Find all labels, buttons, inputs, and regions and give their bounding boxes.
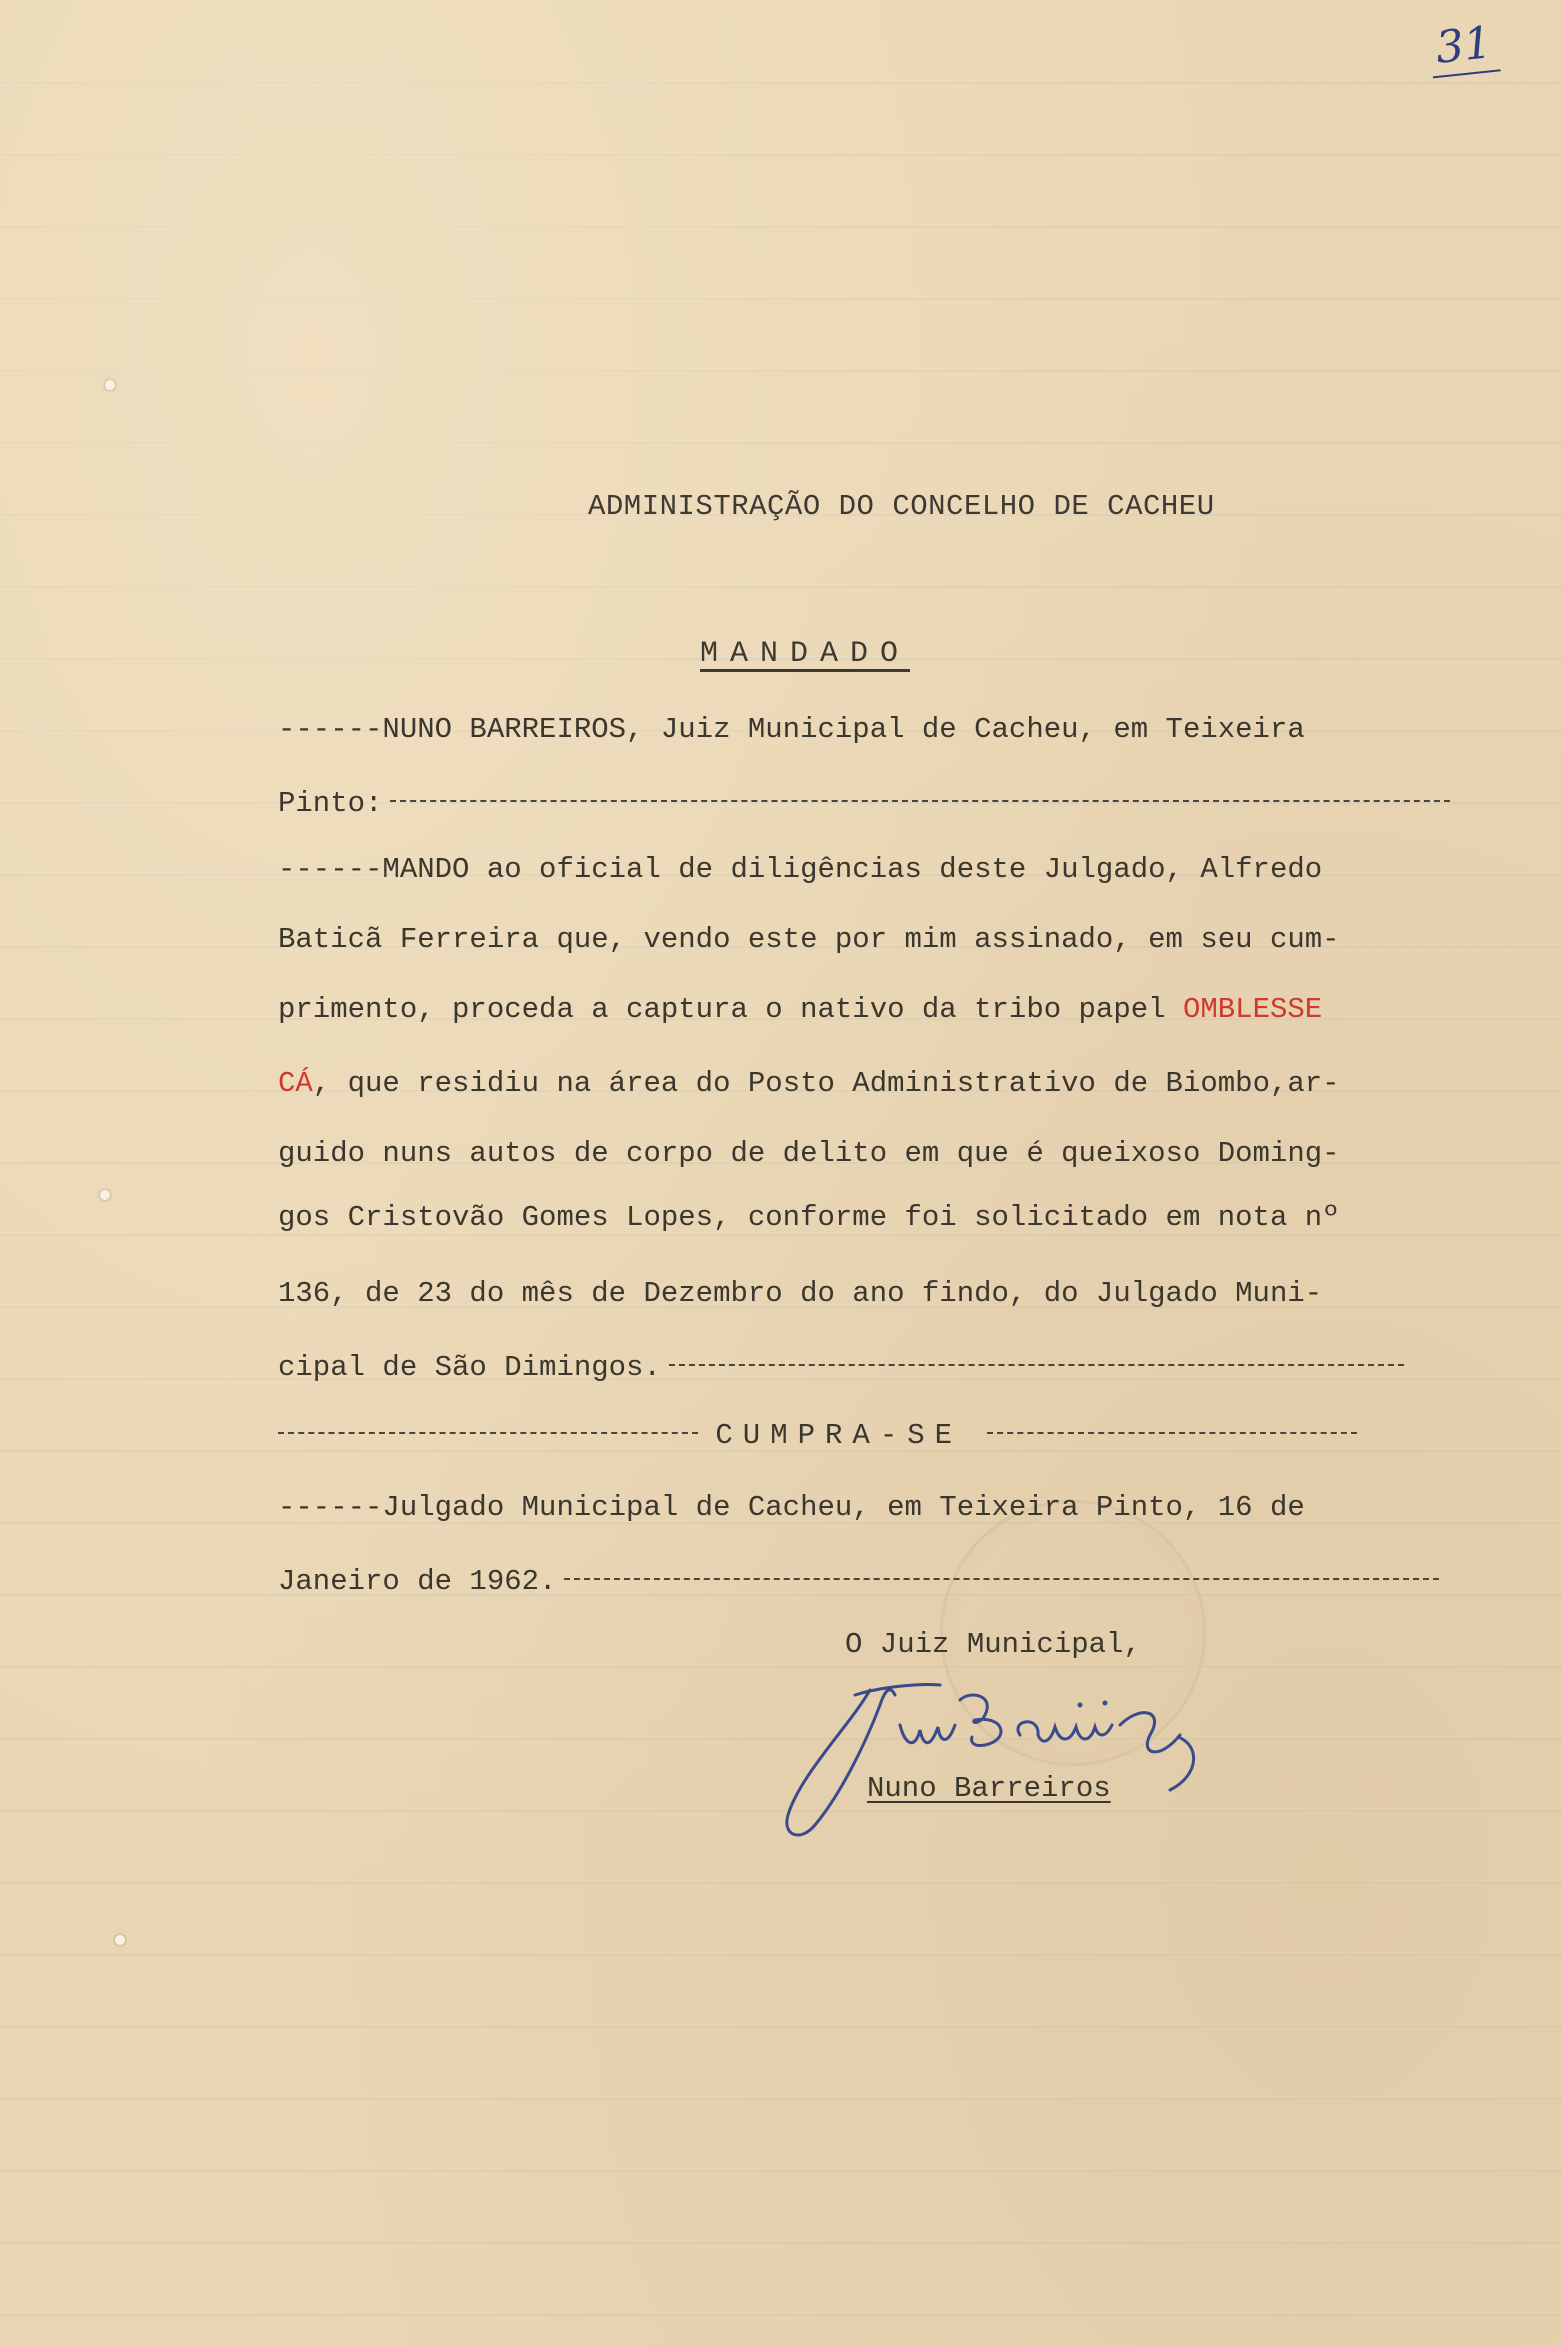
punch-hole-mark	[105, 380, 115, 390]
dash-filler	[278, 1432, 698, 1434]
body-line-text: Pinto:	[278, 787, 383, 820]
body-line-text: Janeiro de 1962.	[278, 1565, 557, 1598]
page-number: 31	[1427, 17, 1500, 79]
body-line	[278, 1418, 1458, 1454]
body-line	[278, 1276, 1458, 1312]
body-line-text: ------Julgado Municipal de Cacheu, em Teixeira Pinto, 16 de	[278, 1491, 1305, 1524]
body-line	[278, 992, 1458, 1028]
body-line-text: guido nuns autos de corpo de delito em que é queixoso Doming-	[278, 1137, 1340, 1170]
body-line	[278, 786, 1458, 822]
body-line-text: cipal de São Dimingos.	[278, 1351, 661, 1384]
dash-filler	[987, 1432, 1357, 1434]
body-line	[278, 1490, 1458, 1526]
body-line	[278, 1136, 1458, 1172]
body-line	[278, 852, 1458, 888]
dash-filler	[390, 800, 1450, 802]
accused-name-part1: OMBLESSE	[1182, 993, 1323, 1026]
body-line-text: ------MANDO ao oficial de diligências deste Julgado, Alfredo	[278, 853, 1323, 886]
cumpra-se-label: CUMPRA-SE	[715, 1419, 963, 1452]
body-line-text: , que residiu na área do Posto Administrativo de Biombo,ar-	[312, 1067, 1340, 1100]
body-line	[278, 1066, 1458, 1102]
punch-hole-mark	[100, 1190, 110, 1200]
handwritten-signature	[780, 1665, 1300, 1845]
document-header: ADMINISTRAÇÃO DO CONCELHO DE CACHEU	[588, 490, 1215, 523]
closing-line: O Juiz Municipal,	[845, 1628, 1141, 1661]
body-line-text: Baticã Ferreira que, vendo este por mim assinado, em seu cum-	[278, 923, 1340, 956]
punch-hole-mark	[115, 1935, 125, 1945]
body-line-text: gos Cristovão Gomes Lopes, conforme foi solicitado em nota nº	[278, 1201, 1340, 1234]
body-line	[278, 1200, 1458, 1236]
body-line-text: primento, proceda a captura o nativo da tribo papel	[278, 993, 1183, 1026]
body-line	[278, 922, 1458, 958]
dash-filler	[669, 1364, 1404, 1366]
body-line-text: 136, de 23 do mês de Dezembro do ano findo, do Julgado Muni-	[278, 1277, 1323, 1310]
body-line	[278, 1564, 1458, 1600]
accused-name-part2: CÁ	[278, 1067, 313, 1100]
body-line-text: ------NUNO BARREIROS, Juiz Municipal de Cacheu, em Teixeira	[278, 713, 1305, 746]
dash-filler	[564, 1578, 1439, 1580]
body-line	[278, 1350, 1458, 1386]
body-line	[278, 712, 1458, 748]
signer-name: Nuno Barreiros	[867, 1772, 1111, 1805]
document-title: MANDADO	[700, 637, 911, 671]
